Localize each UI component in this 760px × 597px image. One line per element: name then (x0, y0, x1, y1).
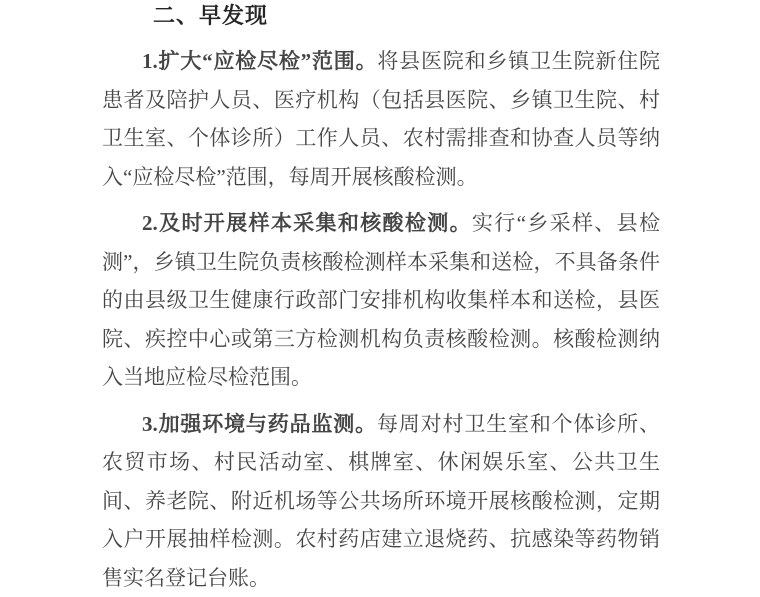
paragraph-3-body: 每周对村卫生室和个体诊所、农贸市场、村民活动室、棋牌室、休闲娱乐室、公共卫生间、养老院、附近机场等公共场所环境开展核酸检测，定期入户开展抽样检测。农村药店建立退烧药、抗感染等药物销售实名登记台账。 (102, 412, 660, 590)
paragraph-2-lead: 2.及时开展样本采集和核酸检测。 (142, 211, 472, 235)
paragraph-2-body: 实行“乡采样、县检测”，乡镇卫生院负责核酸检测样本采集和送检，不具备条件的由县级卫生健康行政部门安排机构收集样本和送检，县医院、疾控中心或第三方检测机构负责核酸检测。核酸检测纳入当地应检尽检范围。 (102, 211, 660, 389)
paragraph-3 (102, 405, 660, 597)
paragraph-1 (102, 42, 660, 196)
paragraph-1-lead: 1.扩大“应检尽检”范围。 (142, 49, 377, 73)
paragraph-1-body: 将县医院和乡镇卫生院新住院患者及陪护人员、医疗机构（包括县医院、乡镇卫生院、村卫生室、个体诊所）工作人员、农村需排查和协查人员等纳入“应检尽检”范围，每周开展核酸检测。 (102, 49, 660, 189)
section-heading: 二、早发现 (102, 0, 660, 34)
paragraph-3-lead: 3.加强环境与药品监测。 (142, 412, 377, 436)
paragraph-2 (102, 204, 660, 397)
